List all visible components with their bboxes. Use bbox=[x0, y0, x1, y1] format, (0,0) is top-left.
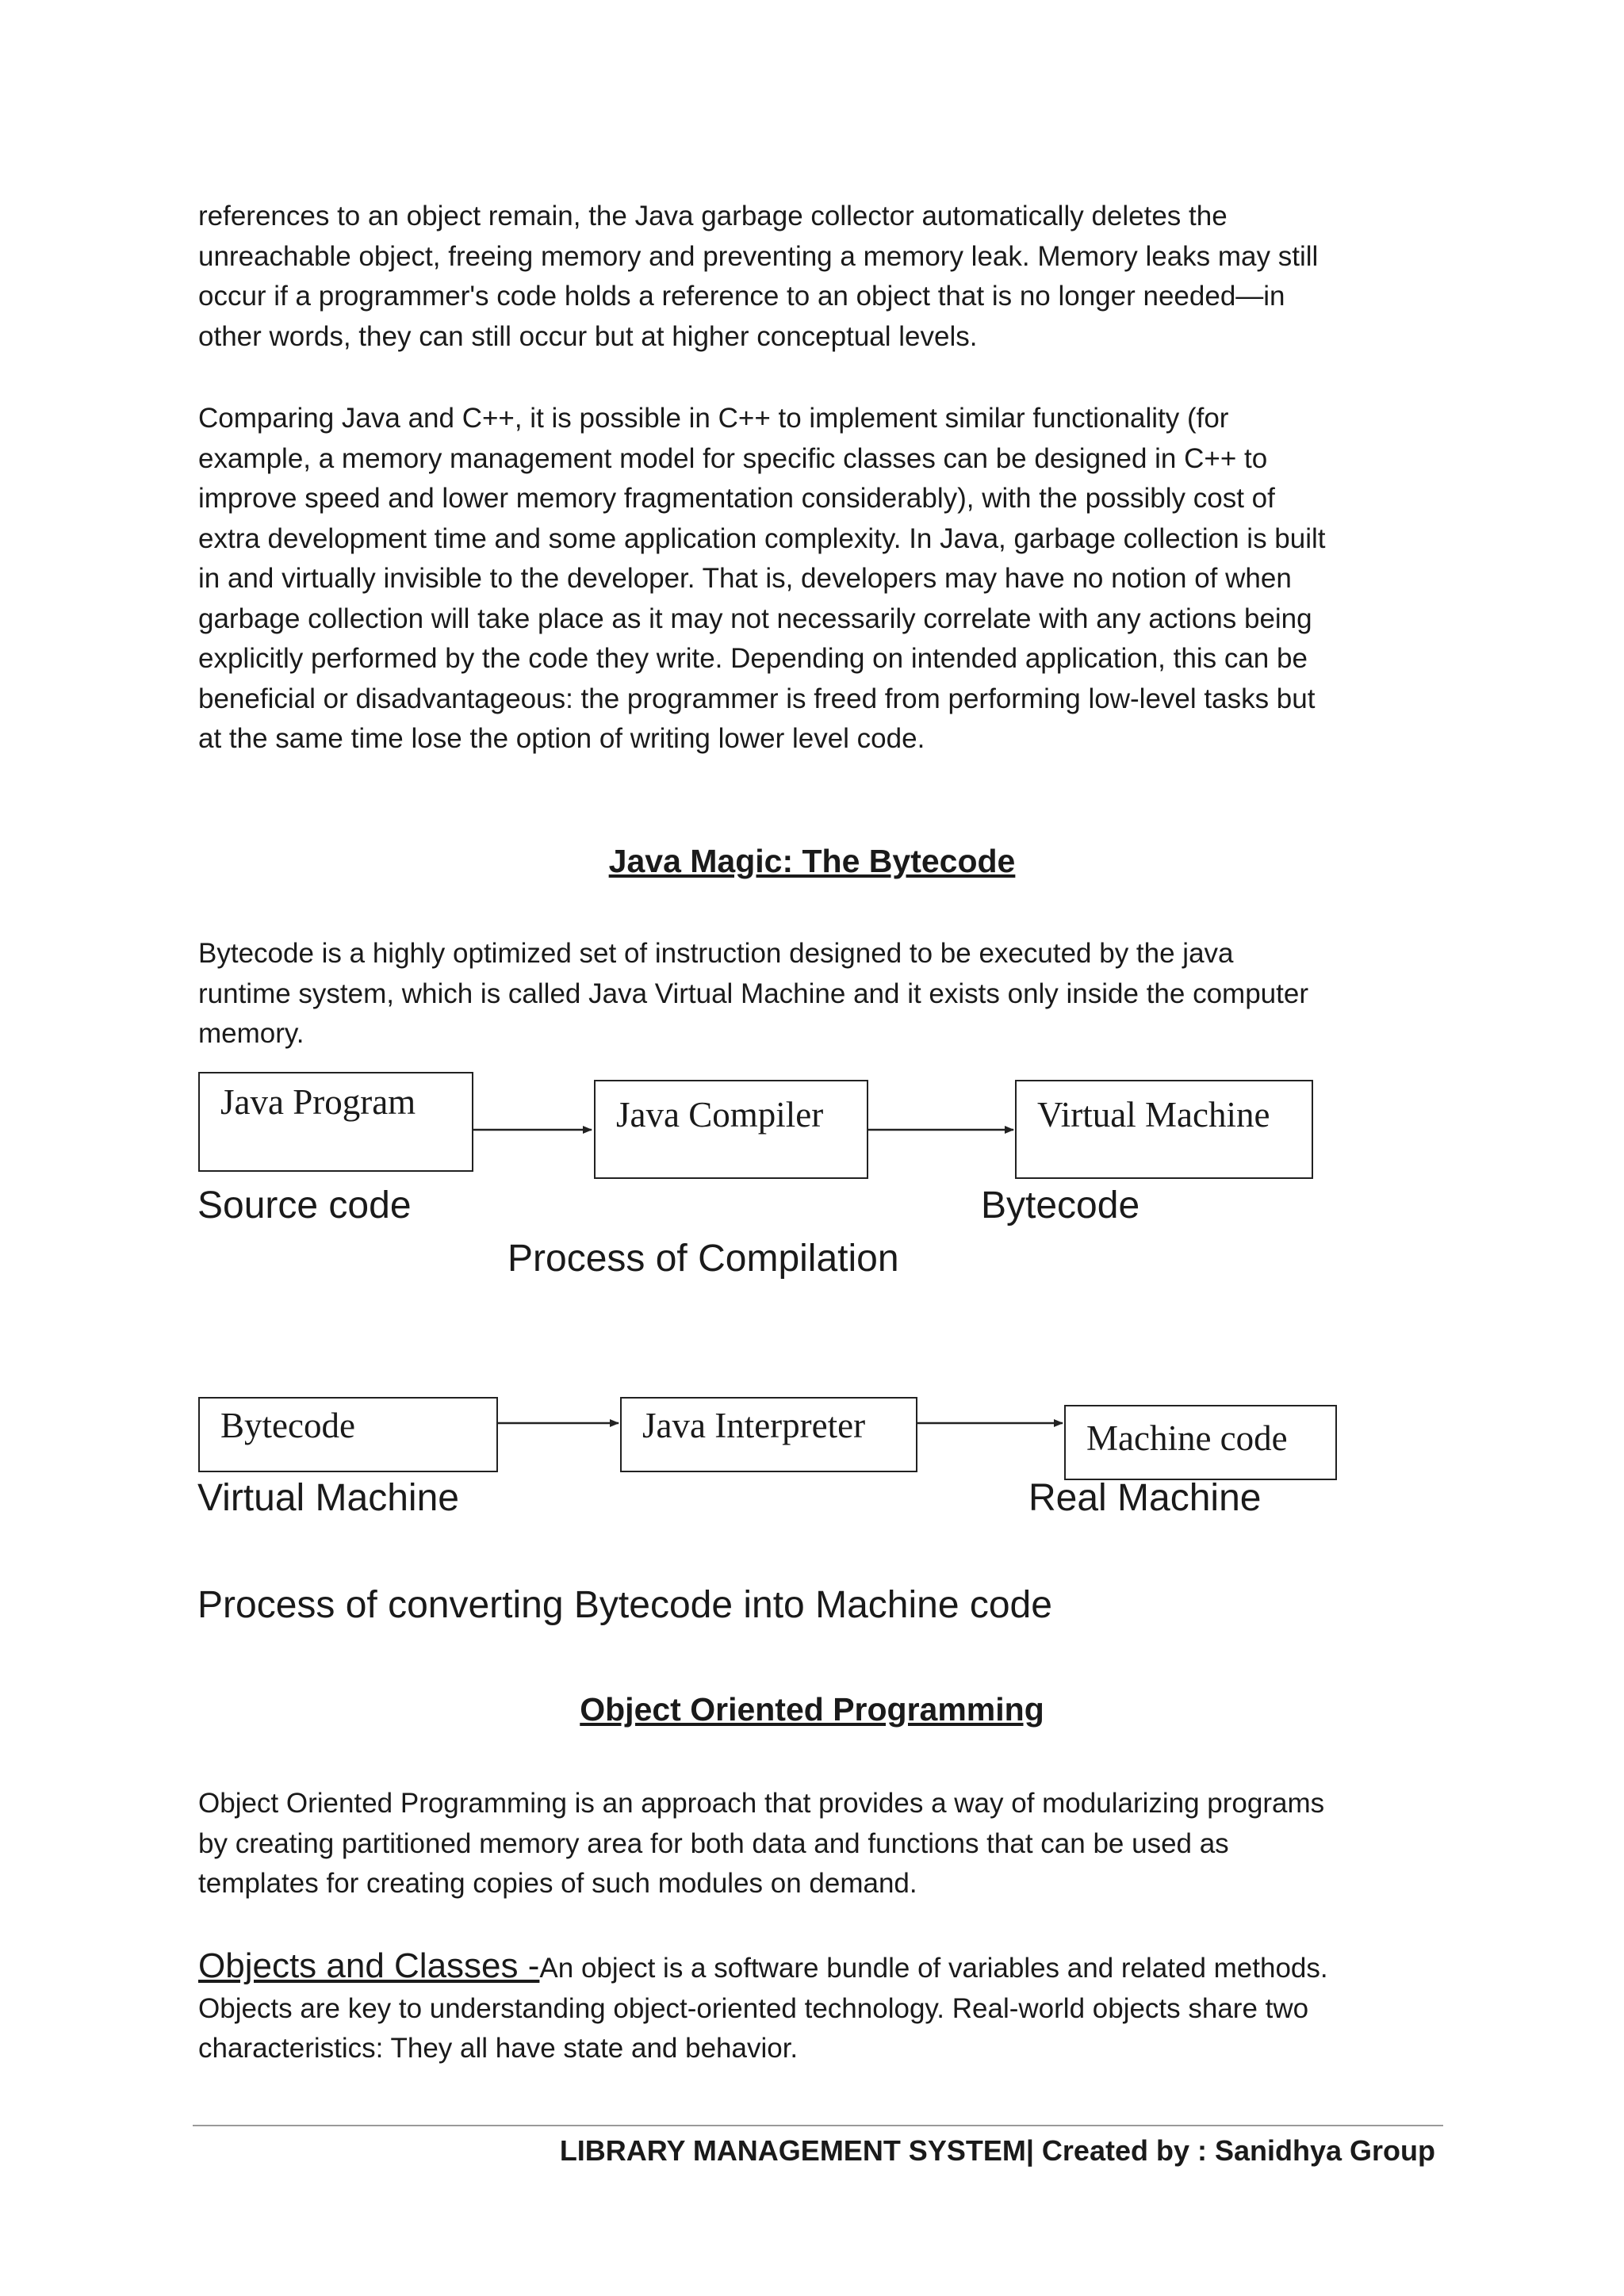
text-line: example, a memory management model for specific classes can be designed in C++ to bbox=[198, 442, 1268, 474]
text-line: runtime system, which is called Java Virtual Machine and it exists only inside the computer bbox=[198, 978, 1308, 1009]
box-java-interpreter: Java Interpreter bbox=[620, 1397, 917, 1472]
box-java-compiler: Java Compiler bbox=[594, 1080, 868, 1179]
text-line: templates for creating copies of such modules on demand. bbox=[198, 1868, 917, 1899]
text-line: improve speed and lower memory fragmentation considerably), with the possibly cost of bbox=[198, 483, 1275, 514]
label-real-machine: Real Machine bbox=[1028, 1477, 1262, 1519]
text-fragment: An object is a software bundle of variables and related methods. bbox=[539, 1953, 1328, 1984]
box-virtual-machine: Virtual Machine bbox=[1015, 1080, 1313, 1179]
box-bytecode: Bytecode bbox=[198, 1397, 498, 1472]
section-heading-oop: Object Oriented Programming bbox=[580, 1691, 1044, 1728]
text-line: by creating partitioned memory area for both data and functions that can be used as bbox=[198, 1827, 1229, 1859]
box-machine-code: Machine code bbox=[1064, 1405, 1337, 1480]
text-line: beneficial or disadvantageous: the programmer is freed from performing low-level tasks but bbox=[198, 683, 1316, 714]
section-heading-bytecode: Java Magic: The Bytecode bbox=[608, 843, 1016, 879]
text-line: characteristics: They all have state and behavior. bbox=[198, 2033, 799, 2064]
text-line: at the same time lose the option of writing lower level code. bbox=[198, 723, 925, 754]
text-line: extra development time and some application complexity. In Java, garbage collection is built bbox=[198, 522, 1326, 554]
text-line: Bytecode is a highly optimized set of instruction designed to be executed by the java bbox=[198, 938, 1234, 969]
text-line: explicitly performed by the code they write. Depending on intended application, this can be bbox=[198, 643, 1308, 674]
text-line bbox=[198, 1946, 1447, 1989]
paragraph-oop-definition bbox=[198, 1784, 1447, 1904]
text-line: in and virtually invisible to the developer. That is, developers may have no notion of when bbox=[198, 563, 1292, 594]
text-line: occur if a programmer's code holds a reference to an object that is no longer needed—in bbox=[198, 281, 1285, 312]
page-footer: LIBRARY MANAGEMENT SYSTEM| Created by : Sanidhya Group bbox=[559, 2134, 1435, 2167]
text-line: garbage collection will take place as it may not necessarily correlate with any actions being bbox=[198, 603, 1312, 634]
box-java-program: Java Program bbox=[198, 1072, 473, 1172]
caption-process-of-converting: Process of converting Bytecode into Machine code bbox=[197, 1584, 1052, 1626]
text-line: Comparing Java and C++, it is possible in C++ to implement similar functionality (for bbox=[198, 403, 1229, 434]
text-line: memory. bbox=[198, 1018, 304, 1049]
label-bytecode: Bytecode bbox=[981, 1184, 1140, 1226]
objects-and-classes-term: Objects and Classes - bbox=[198, 1946, 540, 1985]
text-line: other words, they can still occur but at higher conceptual levels. bbox=[198, 320, 978, 352]
text-line: Object Oriented Programming is an approach that provides a way of modularizing programs bbox=[198, 1788, 1325, 1819]
caption-process-of-compilation: Process of Compilation bbox=[508, 1238, 899, 1280]
paragraph-objects-and-classes bbox=[198, 1946, 1447, 2069]
text-line: Objects are key to understanding object-oriented technology. Real-world objects share two bbox=[198, 1992, 1309, 2024]
label-source-code: Source code bbox=[197, 1184, 412, 1226]
text-line: unreachable object, freeing memory and preventing a memory leak. Memory leaks may still bbox=[198, 240, 1319, 272]
label-virtual-machine: Virtual Machine bbox=[197, 1477, 459, 1519]
footer-divider bbox=[193, 2125, 1443, 2126]
text-line: references to an object remain, the Java garbage collector automatically deletes the bbox=[198, 201, 1228, 232]
